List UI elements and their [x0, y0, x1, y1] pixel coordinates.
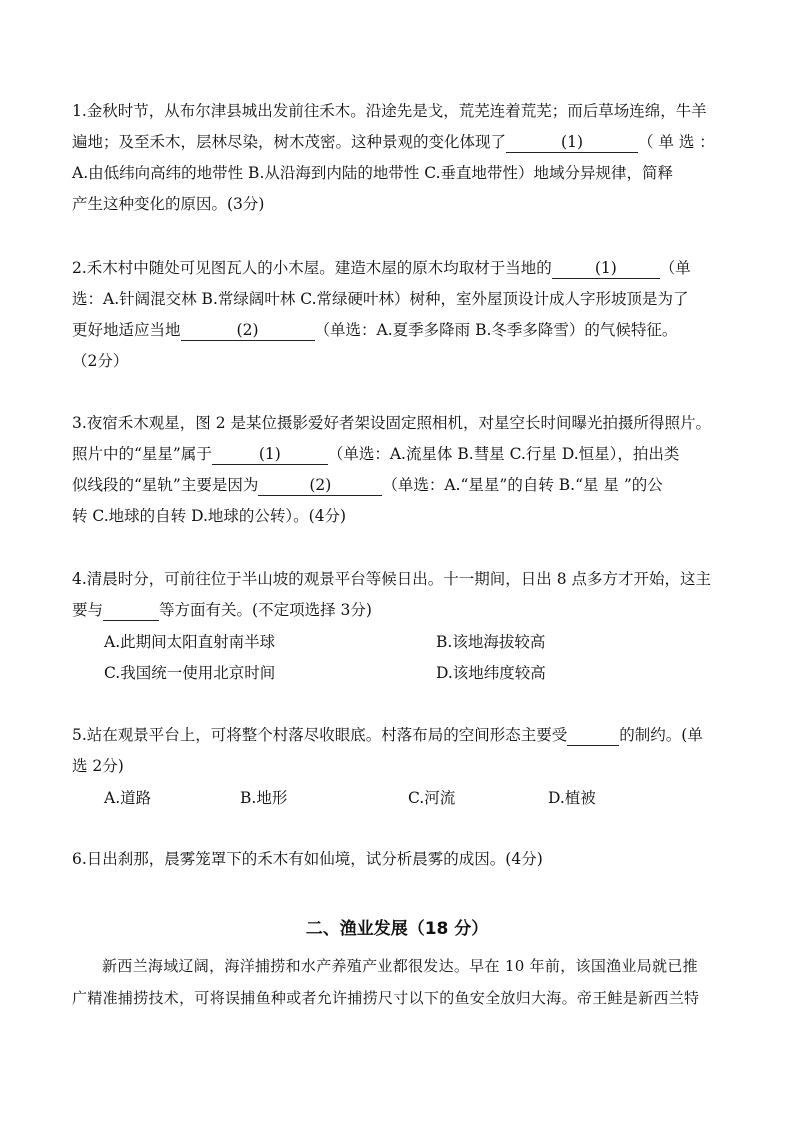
- q2-answer-blank-1[interactable]: (1): [552, 258, 660, 279]
- q2-answer-blank-2[interactable]: (2): [181, 320, 315, 341]
- q2-line-4: （2分）: [72, 352, 129, 370]
- q5-option-d[interactable]: D.植被: [548, 789, 596, 807]
- question-6: [72, 844, 728, 875]
- q4-option-d[interactable]: D.该地纬度较高: [436, 664, 546, 682]
- q1-answer-blank-1[interactable]: (1): [506, 132, 638, 153]
- q2-line-3: 更好地适应当地 (2) （单选：A.夏季多降雨 B.冬季多降雪）的气候特征。: [72, 321, 678, 339]
- q2-line-2: 选：A.针阔混交林 B.常绿阔叶林 C.常绿硬叶林）树种，室外屋顶设计成人字形坡顶是为了: [72, 290, 689, 308]
- q4-option-c[interactable]: C.我国统一使用北京时间: [104, 664, 276, 682]
- question-5: [72, 720, 728, 782]
- q5-line-2: 选 2分): [72, 757, 124, 775]
- q5-option-c[interactable]: C.河流: [408, 789, 456, 807]
- section-2-title: 二、渔业发展（18 分）: [305, 919, 489, 939]
- q3-line-3: 似线段的“星轨”主要是因为 (2) （单选：A.“星星”的自转 B.“星 星 ”的公: [72, 476, 663, 494]
- q5-line-1: 5.站在观景平台上，可将整个村落尽收眼底。村落布局的空间形态主要受 的制约。(单: [72, 726, 703, 744]
- q5-answer-blank[interactable]: [567, 725, 619, 746]
- q3-answer-blank-1[interactable]: (1): [212, 444, 328, 465]
- question-2: [72, 253, 728, 377]
- section-2-line-1: 新西兰海域辽阔，海洋捕捞和水产养殖产业都很发达。早在 10 年前，该国渔业局就已推: [102, 957, 698, 975]
- q2-line-1: 2.禾木村中随处可见图瓦人的小木屋。建造木屋的原木均取材于当地的 (1) （单: [72, 259, 691, 277]
- section-2-paragraph: [72, 950, 728, 1014]
- q5-option-a[interactable]: A.道路: [104, 789, 152, 807]
- q3-answer-blank-2[interactable]: (2): [258, 475, 382, 496]
- q5-option-b[interactable]: B.地形: [240, 789, 288, 807]
- question-1: [72, 96, 728, 220]
- q3-line-1: 3.夜宿禾木观星，图 2 是某位摄影爱好者架设固定照相机，对星空长时间曝光拍摄所得照片。: [72, 414, 712, 432]
- q1-line-3: A.由低纬向高纬的地带性 B.从沿海到内陆的地带性 C.垂直地带性）地域分异规律，简释: [72, 164, 674, 182]
- q4-option-a[interactable]: A.此期间太阳直射南半球: [104, 633, 276, 651]
- q4-line-2: 要与 等方面有关。(不定项选择 3分): [72, 601, 372, 619]
- q3-line-4: 转 C.地球的自转 D.地球的公转）。(4分): [72, 507, 347, 525]
- q1-line-4: 产生这种变化的原因。(3分): [72, 195, 265, 213]
- q3-line-2: 照片中的“星星”属于 (1) （单选：A.流星体 B.彗星 C.行星 D.恒星），拍出类: [72, 445, 680, 463]
- question-3: [72, 408, 728, 532]
- question-4: [72, 564, 728, 626]
- q4-line-1: 4.清晨时分，可前往位于半山坡的观景平台等候日出。十一期间，日出 8 点多方才开始，这主: [72, 570, 712, 588]
- q4-answer-blank[interactable]: [103, 600, 159, 621]
- section-2-line-2: 广精准捕捞技术，可将误捕鱼种或者允许捕捞尺寸以下的鱼安全放归大海。帝王鲑是新西兰特: [72, 989, 700, 1007]
- q1-line-1: 1.金秋时节，从布尔津县城出发前往禾木。沿途先是戈，荒芜连着荒芜；而后草场连绵，牛羊: [72, 102, 707, 120]
- q6-line-1: 6.日出刹那，晨雾笼罩下的禾木有如仙境，试分析晨雾的成因。(4分): [72, 850, 543, 868]
- q1-line-2: 遍地；及至禾木，层林尽染，树木茂密。这种景观的变化体现了 (1) （ 单 选 ：: [72, 133, 715, 151]
- q4-option-b[interactable]: B.该地海拔较高: [436, 633, 546, 651]
